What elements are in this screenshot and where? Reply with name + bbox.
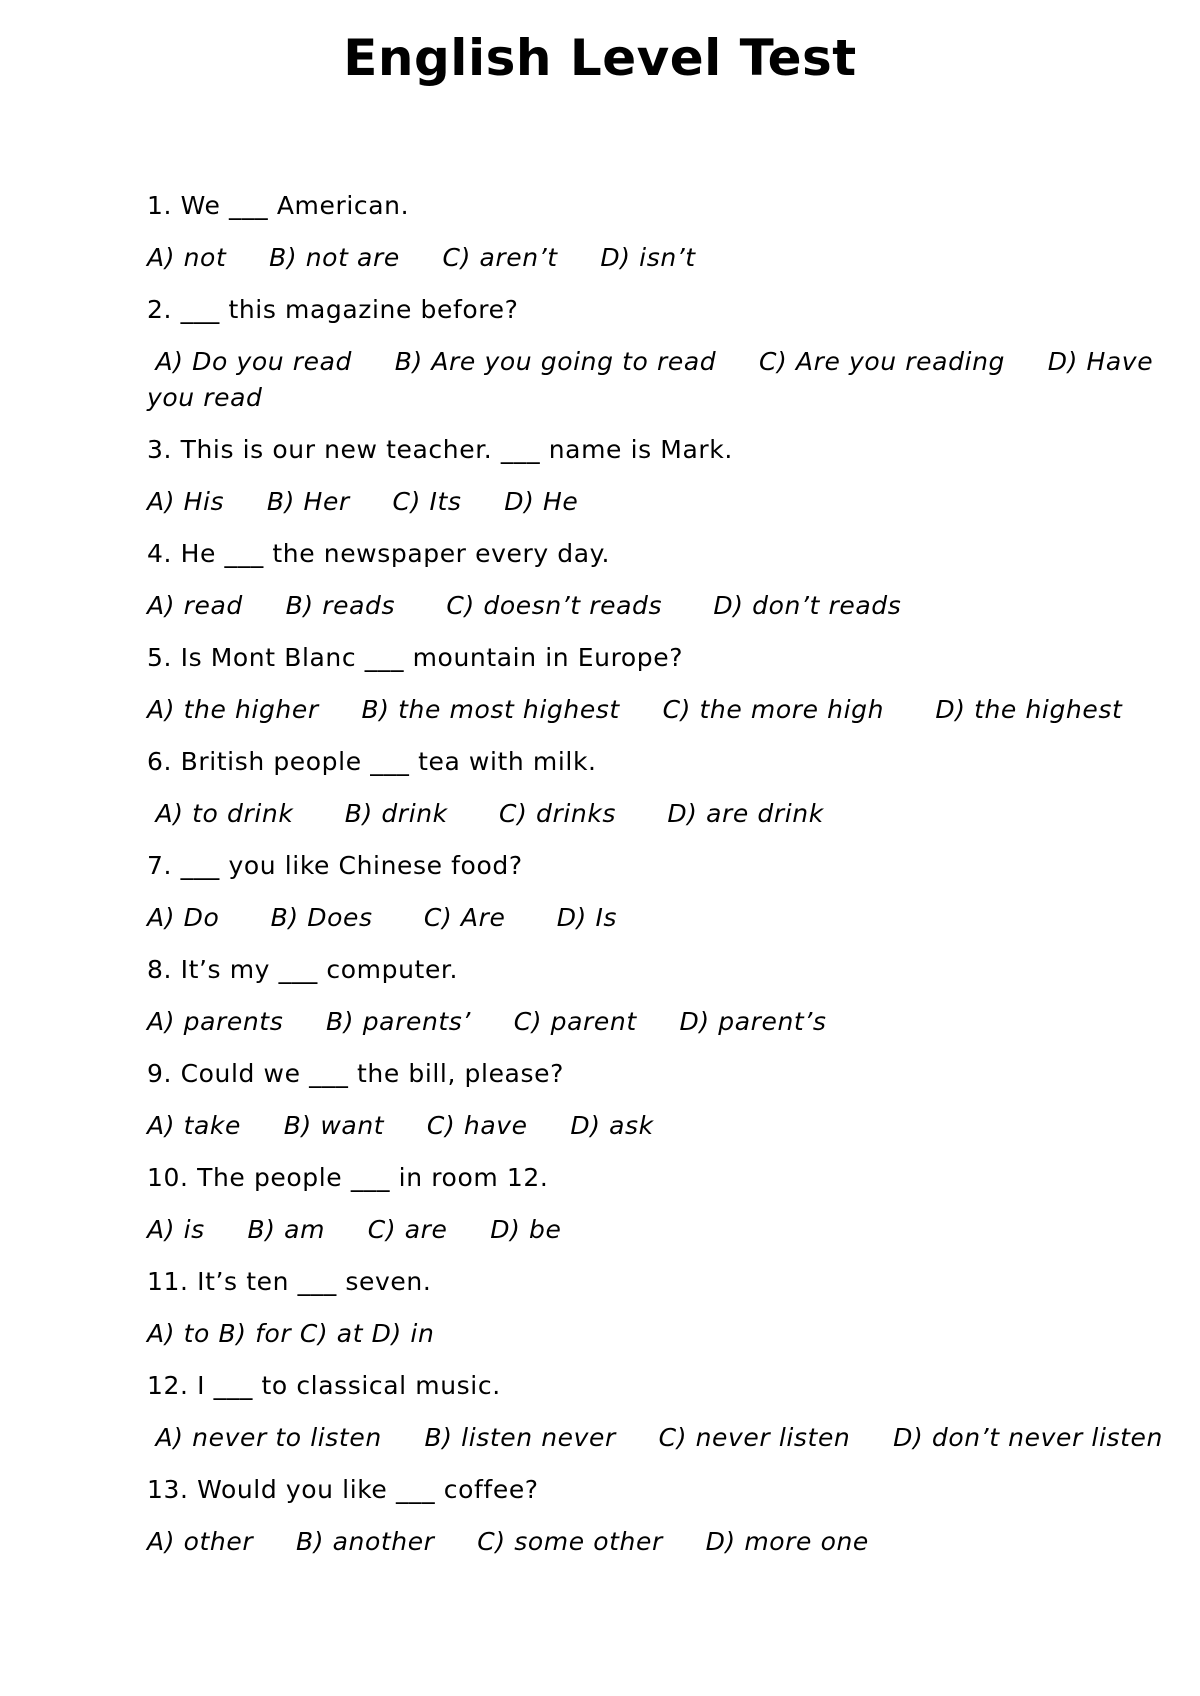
- answer-options: A) the higher B) the most highest C) the more high D) the highest: [147, 695, 1123, 724]
- answer-options: A) take B) want C) have D) ask: [147, 1111, 654, 1140]
- question-stem: 10. The people ___ in room 12.: [147, 1163, 549, 1192]
- question-stem: 3. This is our new teacher. ___ name is Mark.: [147, 435, 733, 464]
- question-stem: 11. It’s ten ___ seven.: [147, 1267, 432, 1296]
- answer-options: A) is B) am C) are D) be: [147, 1215, 562, 1244]
- question-stem: 9. Could we ___ the bill, please?: [147, 1059, 564, 1088]
- question-stem: 6. British people ___ tea with milk.: [147, 747, 597, 776]
- question-stem: 2. ___ this magazine before?: [147, 295, 519, 324]
- answer-options: A) other B) another C) some other D) more one: [147, 1527, 869, 1556]
- answer-options: A) Do B) Does C) Are D) Is: [147, 903, 618, 932]
- answer-options: A) never to listen B) listen never C) never listen D) don’t never listen: [147, 1423, 1163, 1452]
- question-stem: 8. It’s my ___ computer.: [147, 955, 459, 984]
- answer-options: A) not B) not are C) aren’t D) isn’t: [147, 243, 696, 272]
- answer-options: A) His B) Her C) Its D) He: [147, 487, 579, 516]
- question-stem: 5. Is Mont Blanc ___ mountain in Europe?: [147, 643, 684, 672]
- answer-options: A) to B) for C) at D) in: [147, 1319, 435, 1348]
- answer-options: A) to drink B) drink C) drinks D) are drink: [147, 799, 824, 828]
- answer-options: A) read B) reads C) doesn’t reads D) don’t reads: [147, 591, 902, 620]
- question-stem: 1. We ___ American.: [147, 191, 410, 220]
- question-stem: 13. Would you like ___ coffee?: [147, 1475, 539, 1504]
- question-stem: 4. He ___ the newspaper every day.: [147, 539, 611, 568]
- answer-options: A) Do you read B) Are you going to read C) Are you reading D) Have you read: [147, 347, 1162, 412]
- page-title: English Level Test: [343, 29, 857, 87]
- question-list: [147, 188, 1167, 1576]
- question-stem: 12. I ___ to classical music.: [147, 1371, 501, 1400]
- question-stem: 7. ___ you like Chinese food?: [147, 851, 523, 880]
- answer-options: A) parents B) parents’ C) parent D) parent’s: [147, 1007, 827, 1036]
